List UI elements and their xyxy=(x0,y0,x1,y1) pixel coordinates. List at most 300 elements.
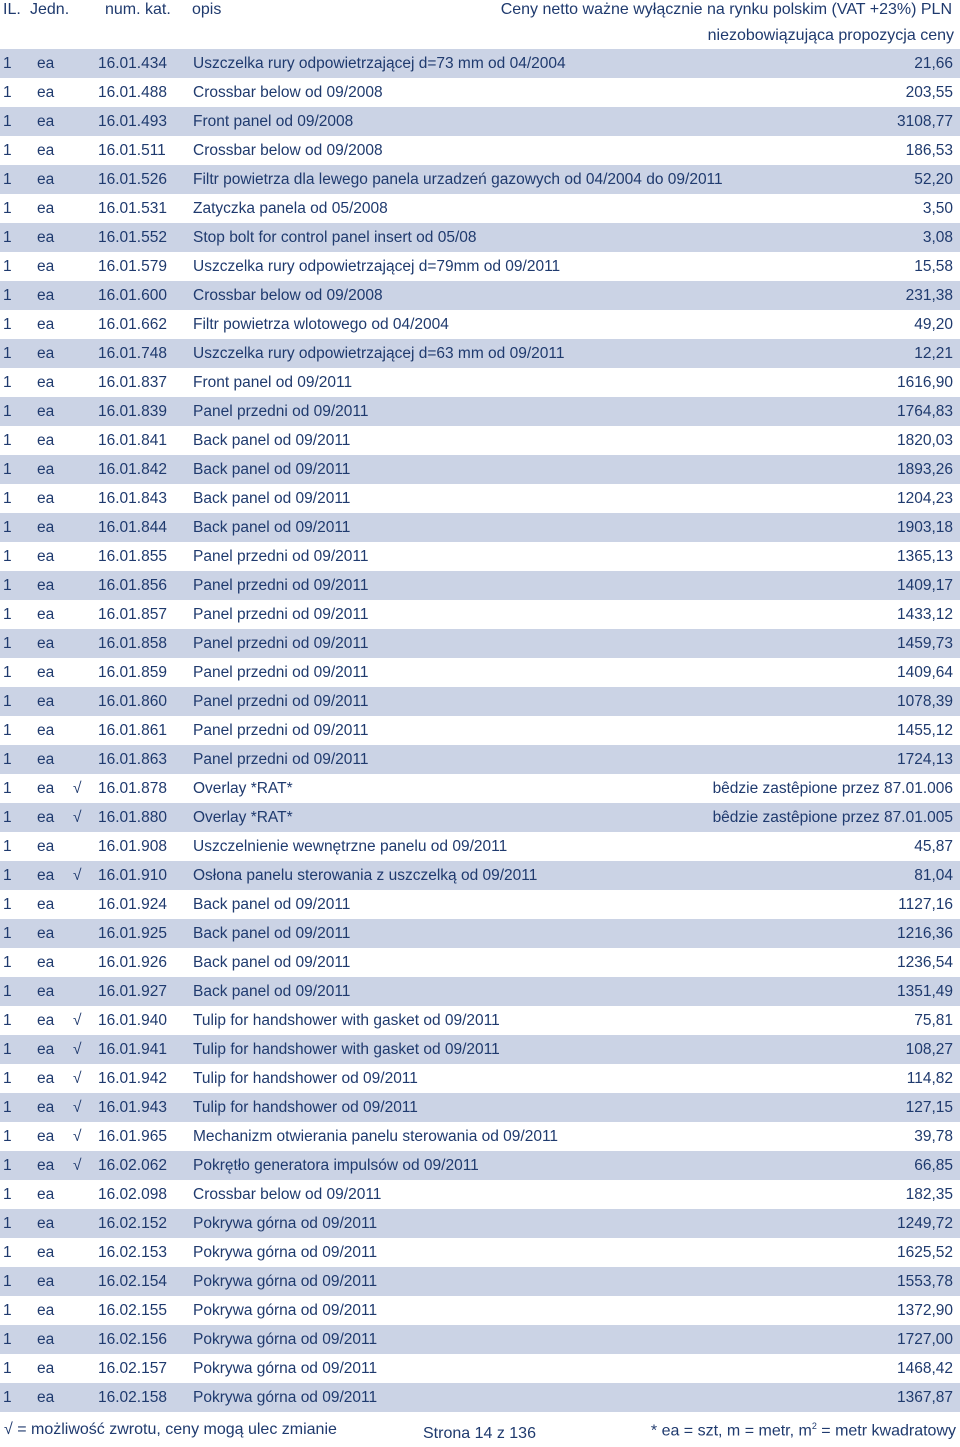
cell-il: 1 xyxy=(3,258,12,275)
cell-catalog-number: 16.01.842 xyxy=(98,461,167,478)
cell-il: 1 xyxy=(3,983,12,1000)
cell-description: Panel przedni od 09/2011 xyxy=(193,548,369,565)
cell-description: Osłona panelu sterowania z uszczelką od 09/2011 xyxy=(193,867,538,884)
table-row xyxy=(0,1238,960,1267)
cell-price: 1820,03 xyxy=(896,432,953,449)
cell-catalog-number: 16.02.158 xyxy=(98,1389,167,1406)
cell-catalog-number: 16.01.579 xyxy=(98,258,167,275)
cell-description: Mechanizm otwierania panelu sterowania od 09/2011 xyxy=(193,1128,559,1145)
table-row xyxy=(0,136,960,165)
cell-catalog-number: 16.01.856 xyxy=(98,577,167,594)
cell-jedn: ea xyxy=(37,1012,55,1029)
cell-jedn: ea xyxy=(37,693,55,710)
cell-price: 1409,17 xyxy=(896,577,953,594)
header-num-kat: num. kat. xyxy=(105,1,171,18)
header-opis: opis xyxy=(192,1,222,18)
cell-jedn: ea xyxy=(37,1273,55,1290)
cell-jedn: ea xyxy=(37,1302,55,1319)
header-price-title: Ceny netto ważne wyłącznie na rynku polskim (VAT +23%) PLN xyxy=(500,1,952,18)
cell-description: Front panel od 09/2011 xyxy=(193,374,353,391)
table-row xyxy=(0,1093,960,1122)
cell-jedn: ea xyxy=(37,722,55,739)
cell-catalog-number: 16.01.748 xyxy=(98,345,167,362)
cell-jedn: ea xyxy=(37,1360,55,1377)
cell-description: Pokrętło generatora impulsów od 09/2011 xyxy=(193,1157,479,1174)
cell-price: 1127,16 xyxy=(898,896,953,913)
cell-price: 66,85 xyxy=(914,1157,953,1174)
cell-il: 1 xyxy=(3,1012,12,1029)
cell-il: 1 xyxy=(3,693,12,710)
cell-catalog-number: 16.01.908 xyxy=(98,838,167,855)
cell-description: Tulip for handshower od 09/2011 xyxy=(193,1070,418,1087)
cell-catalog-number: 16.02.152 xyxy=(98,1215,167,1232)
cell-jedn: ea xyxy=(37,896,55,913)
cell-description: Panel przedni od 09/2011 xyxy=(193,403,369,420)
cell-price: 1903,18 xyxy=(896,519,953,536)
cell-catalog-number: 16.01.526 xyxy=(98,171,167,188)
cell-jedn: ea xyxy=(37,780,55,797)
table-row xyxy=(0,1354,960,1383)
price-table xyxy=(0,49,960,1412)
cell-catalog-number: 16.01.910 xyxy=(98,867,167,884)
cell-description: Stop bolt for control panel insert od 05/08 xyxy=(193,229,477,246)
cell-il: 1 xyxy=(3,345,12,362)
cell-price: 1468,42 xyxy=(896,1360,953,1377)
cell-description: Tulip for handshower od 09/2011 xyxy=(193,1099,418,1116)
table-row xyxy=(0,919,960,948)
cell-il: 1 xyxy=(3,287,12,304)
cell-description: Back panel od 09/2011 xyxy=(193,432,351,449)
cell-description: Back panel od 09/2011 xyxy=(193,954,351,971)
cell-il: 1 xyxy=(3,142,12,159)
cell-price: 1459,73 xyxy=(896,635,953,652)
cell-il: 1 xyxy=(3,954,12,971)
cell-il: 1 xyxy=(3,780,12,797)
cell-il: 1 xyxy=(3,403,12,420)
cell-il: 1 xyxy=(3,1186,12,1203)
cell-price: 3108,77 xyxy=(896,113,953,130)
cell-price: 1236,54 xyxy=(896,954,953,971)
table-row xyxy=(0,78,960,107)
cell-catalog-number: 16.01.880 xyxy=(98,809,167,826)
cell-catalog-number: 16.01.488 xyxy=(98,84,167,101)
cell-price: 231,38 xyxy=(905,287,953,304)
cell-catalog-number: 16.02.155 xyxy=(98,1302,167,1319)
cell-jedn: ea xyxy=(37,925,55,942)
cell-jedn: ea xyxy=(37,490,55,507)
cell-description: Pokrywa górna od 09/2011 xyxy=(193,1244,378,1261)
cell-il: 1 xyxy=(3,1041,12,1058)
cell-price: 1365,13 xyxy=(896,548,953,565)
cell-description: Overlay *RAT* xyxy=(193,809,293,826)
cell-catalog-number: 16.01.878 xyxy=(98,780,167,797)
cell-jedn: ea xyxy=(37,751,55,768)
cell-catalog-number: 16.01.600 xyxy=(98,287,167,304)
cell-catalog-number: 16.02.062 xyxy=(98,1157,167,1174)
cell-description: Back panel od 09/2011 xyxy=(193,896,351,913)
table-row xyxy=(0,107,960,136)
cell-catalog-number: 16.01.943 xyxy=(98,1099,167,1116)
cell-description: Panel przedni od 09/2011 xyxy=(193,722,369,739)
cell-jedn: ea xyxy=(37,867,55,884)
cell-jedn: ea xyxy=(37,606,55,623)
cell-il: 1 xyxy=(3,1215,12,1232)
cell-il: 1 xyxy=(3,1360,12,1377)
cell-description: Crossbar below od 09/2008 xyxy=(193,287,383,304)
cell-price: 1216,36 xyxy=(896,925,953,942)
cell-catalog-number: 16.01.857 xyxy=(98,606,167,623)
cell-price: 203,55 xyxy=(905,84,953,101)
cell-description: Pokrywa górna od 09/2011 xyxy=(193,1360,378,1377)
cell-catalog-number: 16.01.552 xyxy=(98,229,167,246)
cell-jedn: ea xyxy=(37,113,55,130)
cell-description: Panel przedni od 09/2011 xyxy=(193,635,369,652)
header-il: IL. xyxy=(3,1,21,18)
table-row xyxy=(0,1151,960,1180)
cell-description: Tulip for handshower with gasket od 09/2011 xyxy=(193,1041,500,1058)
table-row xyxy=(0,455,960,484)
table-row xyxy=(0,658,960,687)
table-row xyxy=(0,165,960,194)
cell-il: 1 xyxy=(3,374,12,391)
returnable-check-icon: √ xyxy=(73,1070,82,1087)
cell-jedn: ea xyxy=(37,142,55,159)
cell-price: 1249,72 xyxy=(896,1215,953,1232)
cell-price: 3,50 xyxy=(922,200,953,217)
cell-price: 1367,87 xyxy=(896,1389,953,1406)
cell-price: 1724,13 xyxy=(896,751,953,768)
cell-price: 127,15 xyxy=(905,1099,953,1116)
returnable-check-icon: √ xyxy=(73,1128,82,1145)
cell-description: Back panel od 09/2011 xyxy=(193,519,351,536)
cell-jedn: ea xyxy=(37,1244,55,1261)
cell-price: bêdzie zastêpione przez 87.01.006 xyxy=(712,780,953,797)
cell-catalog-number: 16.01.841 xyxy=(98,432,167,449)
cell-description: Tulip for handshower with gasket od 09/2011 xyxy=(193,1012,500,1029)
table-row xyxy=(0,571,960,600)
cell-price: 186,53 xyxy=(905,142,953,159)
table-row xyxy=(0,339,960,368)
cell-description: Crossbar below od 09/2008 xyxy=(193,142,383,159)
cell-description: Uszczelnienie wewnętrzne panelu od 09/2011 xyxy=(193,838,508,855)
cell-price: 21,66 xyxy=(914,55,953,72)
cell-catalog-number: 16.01.839 xyxy=(98,403,167,420)
table-row xyxy=(0,1267,960,1296)
cell-il: 1 xyxy=(3,1157,12,1174)
cell-il: 1 xyxy=(3,577,12,594)
cell-catalog-number: 16.01.843 xyxy=(98,490,167,507)
cell-il: 1 xyxy=(3,548,12,565)
cell-il: 1 xyxy=(3,896,12,913)
cell-il: 1 xyxy=(3,84,12,101)
cell-description: Panel przedni od 09/2011 xyxy=(193,751,369,768)
cell-il: 1 xyxy=(3,751,12,768)
cell-jedn: ea xyxy=(37,84,55,101)
cell-jedn: ea xyxy=(37,1186,55,1203)
cell-il: 1 xyxy=(3,867,12,884)
cell-il: 1 xyxy=(3,925,12,942)
cell-description: Pokrywa górna od 09/2011 xyxy=(193,1389,378,1406)
returnable-check-icon: √ xyxy=(73,1012,82,1029)
table-row xyxy=(0,1035,960,1064)
cell-jedn: ea xyxy=(37,954,55,971)
cell-il: 1 xyxy=(3,490,12,507)
cell-il: 1 xyxy=(3,838,12,855)
returnable-check-icon: √ xyxy=(73,1041,82,1058)
table-row xyxy=(0,1296,960,1325)
cell-description: Crossbar below od 09/2011 xyxy=(193,1186,382,1203)
cell-price: 1727,00 xyxy=(896,1331,953,1348)
cell-price: 1351,49 xyxy=(896,983,953,1000)
cell-jedn: ea xyxy=(37,1099,55,1116)
cell-il: 1 xyxy=(3,664,12,681)
cell-jedn: ea xyxy=(37,548,55,565)
cell-jedn: ea xyxy=(37,809,55,826)
cell-price: 75,81 xyxy=(914,1012,953,1029)
cell-il: 1 xyxy=(3,635,12,652)
table-row xyxy=(0,513,960,542)
cell-description: Pokrywa górna od 09/2011 xyxy=(193,1215,378,1232)
table-row xyxy=(0,368,960,397)
cell-il: 1 xyxy=(3,432,12,449)
cell-il: 1 xyxy=(3,200,12,217)
cell-catalog-number: 16.01.926 xyxy=(98,954,167,971)
table-row xyxy=(0,687,960,716)
table-row xyxy=(0,252,960,281)
cell-catalog-number: 16.01.924 xyxy=(98,896,167,913)
cell-il: 1 xyxy=(3,1389,12,1406)
cell-price: 81,04 xyxy=(914,867,953,884)
cell-description: Uszczelka rury odpowietrzającej d=73 mm od 04/2004 xyxy=(193,55,566,72)
cell-catalog-number: 16.02.156 xyxy=(98,1331,167,1348)
cell-price: 1625,52 xyxy=(896,1244,953,1261)
cell-jedn: ea xyxy=(37,635,55,652)
cell-price: 12,21 xyxy=(914,345,953,362)
cell-jedn: ea xyxy=(37,838,55,855)
cell-catalog-number: 16.01.493 xyxy=(98,113,167,130)
cell-description: Back panel od 09/2011 xyxy=(193,983,351,1000)
returnable-check-icon: √ xyxy=(73,1157,82,1174)
cell-jedn: ea xyxy=(37,55,55,72)
cell-price: 1409,64 xyxy=(896,664,953,681)
cell-il: 1 xyxy=(3,1099,12,1116)
cell-jedn: ea xyxy=(37,664,55,681)
page-number: Strona 14 z 136 xyxy=(423,1425,536,1442)
cell-description: Pokrywa górna od 09/2011 xyxy=(193,1331,378,1348)
table-row xyxy=(0,1064,960,1093)
cell-description: Filtr powietrza wlotowego od 04/2004 xyxy=(193,316,449,333)
cell-price: 15,58 xyxy=(914,258,953,275)
cell-description: Back panel od 09/2011 xyxy=(193,925,351,942)
cell-jedn: ea xyxy=(37,1157,55,1174)
table-row xyxy=(0,1006,960,1035)
cell-description: Zatyczka panela od 05/2008 xyxy=(193,200,388,217)
cell-price: 45,87 xyxy=(914,838,953,855)
cell-catalog-number: 16.01.858 xyxy=(98,635,167,652)
returnable-check-icon: √ xyxy=(73,809,82,826)
cell-il: 1 xyxy=(3,1331,12,1348)
table-row xyxy=(0,861,960,890)
footer-legend-right: * ea = szt, m = metr, $m^2$ = metr kwadratowy xyxy=(650,1421,956,1440)
cell-jedn: ea xyxy=(37,577,55,594)
cell-jedn: ea xyxy=(37,519,55,536)
cell-il: 1 xyxy=(3,461,12,478)
cell-catalog-number: 16.01.927 xyxy=(98,983,167,1000)
cell-il: 1 xyxy=(3,1273,12,1290)
cell-catalog-number: 16.01.662 xyxy=(98,316,167,333)
table-row xyxy=(0,600,960,629)
cell-catalog-number: 16.02.098 xyxy=(98,1186,167,1203)
table-header xyxy=(0,0,960,52)
table-row xyxy=(0,426,960,455)
cell-price: 1204,23 xyxy=(896,490,953,507)
cell-catalog-number: 16.01.941 xyxy=(98,1041,167,1058)
cell-catalog-number: 16.01.511 xyxy=(98,142,166,159)
cell-jedn: ea xyxy=(37,432,55,449)
table-row xyxy=(0,716,960,745)
cell-jedn: ea xyxy=(37,1331,55,1348)
cell-catalog-number: 16.01.837 xyxy=(98,374,167,391)
cell-il: 1 xyxy=(3,606,12,623)
table-row xyxy=(0,1383,960,1412)
cell-jedn: ea xyxy=(37,1215,55,1232)
cell-catalog-number: 16.01.942 xyxy=(98,1070,167,1087)
cell-il: 1 xyxy=(3,1070,12,1087)
cell-il: 1 xyxy=(3,55,12,72)
cell-price: 1893,26 xyxy=(896,461,953,478)
table-row xyxy=(0,1122,960,1151)
table-row xyxy=(0,832,960,861)
cell-jedn: ea xyxy=(37,983,55,1000)
cell-jedn: ea xyxy=(37,374,55,391)
cell-price: 1433,12 xyxy=(896,606,953,623)
cell-catalog-number: 16.01.859 xyxy=(98,664,167,681)
cell-il: 1 xyxy=(3,229,12,246)
cell-description: Panel przedni od 09/2011 xyxy=(193,577,369,594)
returnable-check-icon: √ xyxy=(73,780,82,797)
table-row xyxy=(0,484,960,513)
cell-catalog-number: 16.01.860 xyxy=(98,693,167,710)
table-row xyxy=(0,310,960,339)
cell-il: 1 xyxy=(3,519,12,536)
cell-jedn: ea xyxy=(37,1041,55,1058)
table-row xyxy=(0,542,960,571)
cell-catalog-number: 16.01.940 xyxy=(98,1012,167,1029)
table-row xyxy=(0,774,960,803)
cell-jedn: ea xyxy=(37,287,55,304)
table-row xyxy=(0,948,960,977)
cell-price: bêdzie zastêpione przez 87.01.005 xyxy=(712,809,953,826)
cell-price: 52,20 xyxy=(914,171,953,188)
header-price-note: niezobowiązująca propozycja ceny xyxy=(707,27,954,44)
table-row xyxy=(0,281,960,310)
table-row xyxy=(0,1325,960,1354)
table-row xyxy=(0,803,960,832)
cell-jedn: ea xyxy=(37,345,55,362)
table-row xyxy=(0,745,960,774)
table-row xyxy=(0,1209,960,1238)
cell-catalog-number: 16.02.154 xyxy=(98,1273,167,1290)
cell-description: Front panel od 09/2008 xyxy=(193,113,354,130)
cell-il: 1 xyxy=(3,1128,12,1145)
cell-il: 1 xyxy=(3,722,12,739)
header-jedn: Jedn. xyxy=(30,1,70,18)
cell-description: Back panel od 09/2011 xyxy=(193,490,351,507)
table-row xyxy=(0,629,960,658)
cell-catalog-number: 16.01.531 xyxy=(98,200,167,217)
cell-jedn: ea xyxy=(37,229,55,246)
table-row xyxy=(0,890,960,919)
cell-jedn: ea xyxy=(37,258,55,275)
cell-description: Panel przedni od 09/2011 xyxy=(193,664,369,681)
cell-price: 1455,12 xyxy=(896,722,953,739)
cell-price: 1553,78 xyxy=(896,1273,953,1290)
cell-jedn: ea xyxy=(37,1128,55,1145)
cell-jedn: ea xyxy=(37,171,55,188)
cell-catalog-number: 16.01.925 xyxy=(98,925,167,942)
cell-catalog-number: 16.01.965 xyxy=(98,1128,167,1145)
cell-il: 1 xyxy=(3,171,12,188)
table-row xyxy=(0,223,960,252)
cell-price: 3,08 xyxy=(922,229,953,246)
table-row xyxy=(0,977,960,1006)
table-row xyxy=(0,194,960,223)
cell-description: Overlay *RAT* xyxy=(193,780,293,797)
cell-price: 114,82 xyxy=(906,1070,953,1087)
page-footer xyxy=(0,1418,960,1447)
cell-description: Filtr powietrza dla lewego panela urzadzeń gazowych od 04/2004 do 09/2011 xyxy=(193,171,723,188)
cell-description: Panel przedni od 09/2011 xyxy=(193,693,369,710)
table-row xyxy=(0,49,960,78)
cell-catalog-number: 16.01.434 xyxy=(98,55,167,72)
cell-description: Back panel od 09/2011 xyxy=(193,461,351,478)
cell-il: 1 xyxy=(3,1244,12,1261)
cell-description: Pokrywa górna od 09/2011 xyxy=(193,1273,378,1290)
cell-catalog-number: 16.01.855 xyxy=(98,548,167,565)
cell-description: Crossbar below od 09/2008 xyxy=(193,84,383,101)
cell-description: Pokrywa górna od 09/2011 xyxy=(193,1302,378,1319)
cell-jedn: ea xyxy=(37,403,55,420)
cell-catalog-number: 16.01.861 xyxy=(98,722,167,739)
cell-jedn: ea xyxy=(37,1070,55,1087)
cell-il: 1 xyxy=(3,316,12,333)
table-row xyxy=(0,1180,960,1209)
cell-description: Uszczelka rury odpowietrzającej d=79mm od 09/2011 xyxy=(193,258,561,275)
cell-catalog-number: 16.01.863 xyxy=(98,751,167,768)
cell-price: 108,27 xyxy=(905,1041,953,1058)
cell-jedn: ea xyxy=(37,461,55,478)
cell-catalog-number: 16.02.157 xyxy=(98,1360,167,1377)
cell-price: 1616,90 xyxy=(896,374,953,391)
cell-price: 49,20 xyxy=(914,316,953,333)
cell-price: 1764,83 xyxy=(896,403,953,420)
cell-jedn: ea xyxy=(37,200,55,217)
footer-legend-left: √ = możliwość zwrotu, ceny mogą ulec zmianie xyxy=(4,1421,337,1438)
cell-price: 1078,39 xyxy=(896,693,953,710)
cell-description: Panel przedni od 09/2011 xyxy=(193,606,369,623)
cell-description: Uszczelka rury odpowietrzającej d=63 mm od 09/2011 xyxy=(193,345,565,362)
cell-price: 39,78 xyxy=(914,1128,953,1145)
cell-catalog-number: 16.02.153 xyxy=(98,1244,167,1261)
cell-jedn: ea xyxy=(37,316,55,333)
cell-jedn: ea xyxy=(37,1389,55,1406)
cell-price: 1372,90 xyxy=(896,1302,953,1319)
cell-il: 1 xyxy=(3,1302,12,1319)
returnable-check-icon: √ xyxy=(73,1099,82,1116)
cell-il: 1 xyxy=(3,809,12,826)
table-row xyxy=(0,397,960,426)
returnable-check-icon: √ xyxy=(73,867,82,884)
